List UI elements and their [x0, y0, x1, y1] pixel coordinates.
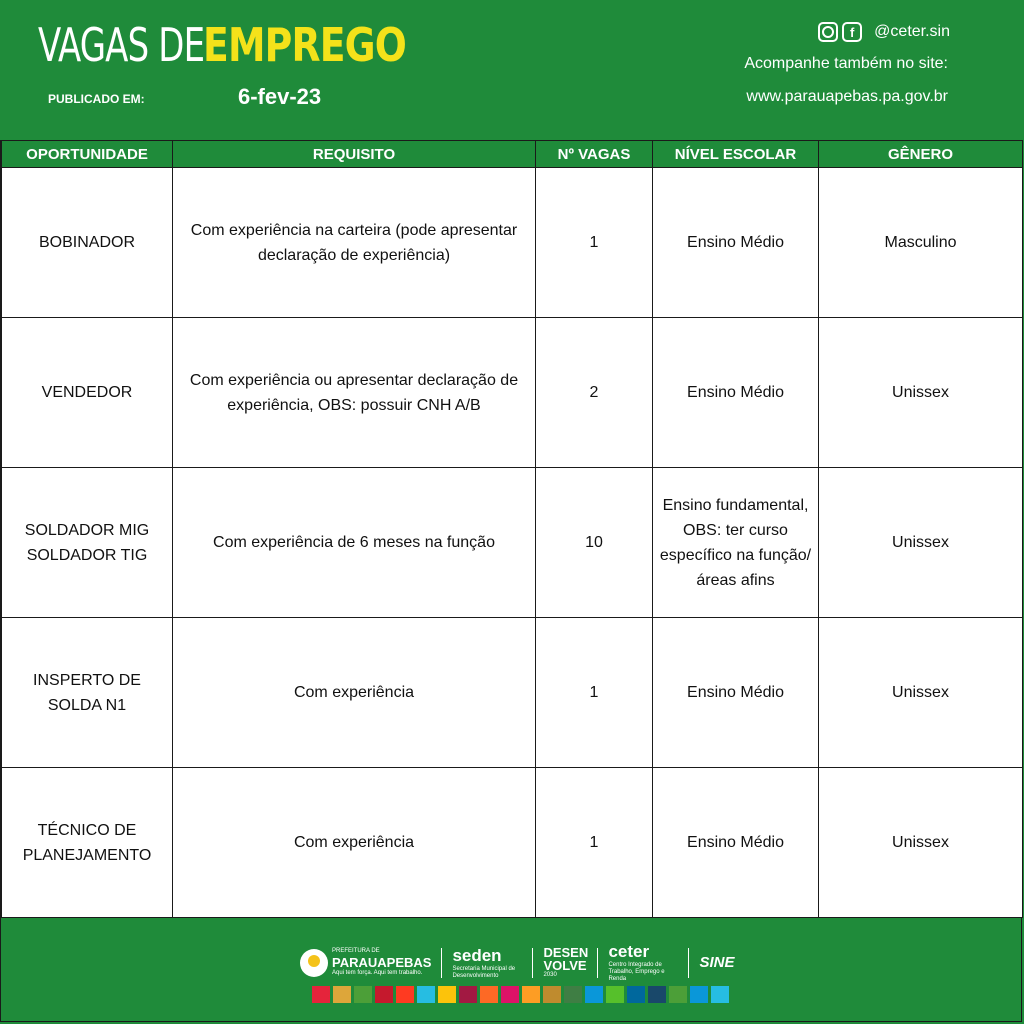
- cell-genero: Unissex: [819, 318, 1023, 468]
- ods-goal-icon: [543, 986, 561, 1003]
- logo-divider: [688, 948, 689, 978]
- ods-goal-icon: [627, 986, 645, 1003]
- table-row: [2, 168, 1023, 318]
- header-genero: GÊNERO: [819, 141, 1023, 168]
- ods-goal-icon: [459, 986, 477, 1003]
- table-row: [2, 318, 1023, 468]
- website-link[interactable]: www.parauapebas.pa.gov.br: [746, 88, 948, 105]
- ods-goal-icon: [396, 986, 414, 1003]
- instagram-icon[interactable]: [818, 22, 838, 42]
- desenvolve-sub: 2030: [543, 972, 557, 978]
- desenvolve-name: DESEN VOLVE: [543, 945, 589, 973]
- social-handle[interactable]: @ceter.sin: [874, 23, 950, 40]
- ods-goal-icon: [522, 986, 540, 1003]
- prefeitura-name: PARAUAPEBAS: [332, 955, 432, 970]
- logo-divider: [441, 948, 442, 978]
- ods-goal-icon: [375, 986, 393, 1003]
- prefeitura-small: PREFEITURA DE: [332, 948, 380, 954]
- cell-vagas: 10: [536, 468, 653, 618]
- cell-oportunidade: VENDEDOR: [2, 318, 173, 468]
- jobs-table: [1, 140, 1023, 918]
- table-row: [2, 468, 1023, 618]
- footer: [0, 918, 1024, 1024]
- sine-name: SINE: [699, 954, 735, 971]
- header-nivel: NÍVEL ESCOLAR: [653, 141, 819, 168]
- seden-name: seden: [452, 945, 502, 965]
- prefeitura-emblem-icon: [300, 949, 328, 977]
- cell-nivel: Ensino fundamental, OBS: ter curso específico na função/áreas afins: [653, 468, 819, 618]
- cell-nivel: Ensino Médio: [653, 618, 819, 768]
- table-row: [2, 618, 1023, 768]
- title-part1: VAGAS DE: [38, 18, 205, 72]
- cell-nivel: Ensino Médio: [653, 168, 819, 318]
- cell-requisito: Com experiência: [173, 618, 536, 768]
- ods-goal-icon: [648, 986, 666, 1003]
- published-label: PUBLICADO EM:: [48, 92, 145, 106]
- ods-goal-icon: [669, 986, 687, 1003]
- page-title: [38, 18, 450, 72]
- follow-text: Acompanhe também no site:: [744, 55, 948, 72]
- cell-genero: Unissex: [819, 468, 1023, 618]
- cell-requisito: Com experiência na carteira (pode apresentar declaração de experiência): [173, 168, 536, 318]
- ceter-name: ceter: [608, 942, 650, 961]
- cell-genero: Unissex: [819, 618, 1023, 768]
- header-requisito: REQUISITO: [173, 141, 536, 168]
- cell-vagas: 2: [536, 318, 653, 468]
- ods-goal-icon: [564, 986, 582, 1003]
- table-row: [2, 768, 1023, 918]
- cell-nivel: Ensino Médio: [653, 768, 819, 918]
- ceter-sub: Centro Integrado de Trabalho, Emprego e Renda: [608, 962, 665, 982]
- table-header-row: [2, 141, 1023, 168]
- ods-goal-icon: [417, 986, 435, 1003]
- ods-goal-icon: [501, 986, 519, 1003]
- logo-divider: [532, 948, 533, 978]
- cell-oportunidade: SOLDADOR MIG SOLDADOR TIG: [2, 468, 173, 618]
- ods-goal-icon: [354, 986, 372, 1003]
- social-links: [818, 22, 950, 42]
- cell-oportunidade: BOBINADOR: [2, 168, 173, 318]
- prefeitura-logo: [300, 948, 431, 977]
- desenvolve-logo: [543, 946, 587, 979]
- ods-goal-icon: [606, 986, 624, 1003]
- seden-logo: [452, 946, 522, 980]
- sine-logo: [699, 954, 734, 971]
- cell-genero: Unissex: [819, 768, 1023, 918]
- cell-vagas: 1: [536, 768, 653, 918]
- cell-vagas: 1: [536, 168, 653, 318]
- ods-goal-icon: [690, 986, 708, 1003]
- title-part2: EMPREGO: [202, 18, 406, 72]
- facebook-icon[interactable]: f: [842, 22, 862, 42]
- ods-goal-icon: [480, 986, 498, 1003]
- seden-sub: Secretaria Municipal de Desenvolvimento: [452, 965, 516, 979]
- cell-requisito: Com experiência de 6 meses na função: [173, 468, 536, 618]
- partner-logos: [300, 942, 734, 983]
- ods-goal-icon: [585, 986, 603, 1003]
- ceter-logo: [608, 942, 678, 983]
- cell-genero: Masculino: [819, 168, 1023, 318]
- cell-vagas: 1: [536, 618, 653, 768]
- ods-icons: [312, 986, 729, 1003]
- header-oportunidade: OPORTUNIDADE: [2, 141, 173, 168]
- cell-oportunidade: TÉCNICO DE PLANEJAMENTO: [2, 768, 173, 918]
- cell-oportunidade: INSPERTO DE SOLDA N1: [2, 618, 173, 768]
- cell-requisito: Com experiência ou apresentar declaração de experiência, OBS: possuir CNH A/B: [173, 318, 536, 468]
- header: [0, 0, 1024, 140]
- cell-nivel: Ensino Médio: [653, 318, 819, 468]
- prefeitura-tagline: Aqui tem força. Aqui tem trabalho.: [332, 970, 423, 976]
- cell-requisito: Com experiência: [173, 768, 536, 918]
- header-vagas: Nº VAGAS: [536, 141, 653, 168]
- ods-goal-icon: [312, 986, 330, 1003]
- ods-goal-icon: [711, 986, 729, 1003]
- ods-goal-icon: [333, 986, 351, 1003]
- published-date: 6-fev-23: [238, 84, 322, 109]
- logo-divider: [597, 948, 598, 978]
- ods-goal-icon: [438, 986, 456, 1003]
